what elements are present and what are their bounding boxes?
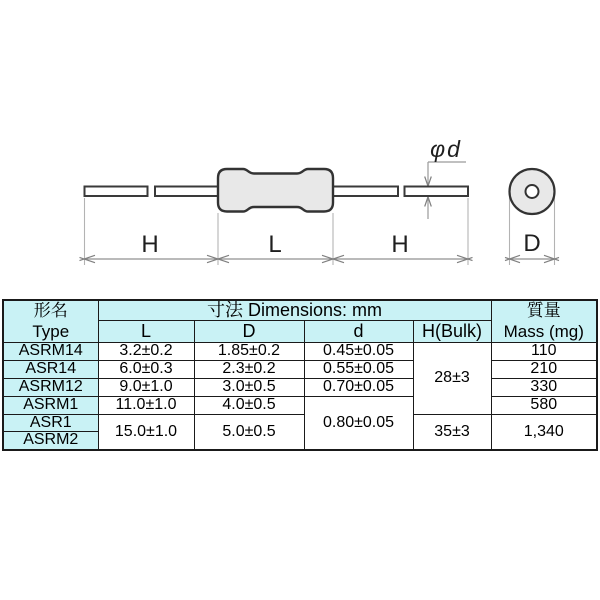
- cell-d-lead: 0.45±0.05: [304, 343, 413, 361]
- cell-type: ASR14: [3, 361, 98, 379]
- cell-d: 3.0±0.5: [194, 379, 304, 397]
- header-type: [3, 300, 98, 343]
- cell-d: 2.3±0.2: [194, 361, 304, 379]
- cell-type: ASRM2: [3, 432, 98, 450]
- cell-h-bulk-merged: 28±3: [413, 343, 491, 414]
- lead-wire-right-outer: [405, 187, 469, 197]
- cell-mass: 330: [491, 379, 597, 397]
- header-col-h-bulk: H(Bulk): [413, 321, 491, 343]
- cell-mass: 580: [491, 396, 597, 414]
- cell-d-lead-merged: 0.80±0.05: [304, 396, 413, 450]
- table-header-row-1: [3, 300, 597, 321]
- h-left-label: H: [141, 231, 159, 258]
- cell-type: ASRM1: [3, 396, 98, 414]
- cell-mass: 210: [491, 361, 597, 379]
- cell-h-bulk-merged: 35±3: [413, 414, 491, 450]
- cell-l: 11.0±1.0: [98, 396, 194, 414]
- phi-d-label: φd: [430, 136, 462, 162]
- cell-l-merged: 15.0±1.0: [98, 414, 194, 450]
- table-row: [3, 414, 597, 432]
- cell-type: ASRM12: [3, 379, 98, 397]
- header-dimensions: 寸法 Dimensions: mm: [98, 300, 491, 321]
- table-row: [3, 361, 597, 379]
- cell-d: 1.85±0.2: [194, 343, 304, 361]
- cell-d-lead: 0.70±0.05: [304, 379, 413, 397]
- resistor-body: [218, 169, 333, 212]
- d-label: D: [523, 230, 541, 257]
- table-row: [3, 379, 597, 397]
- header-mass: [491, 300, 597, 343]
- header-col-d: D: [194, 321, 304, 343]
- lead-wire-left-inner: [155, 187, 222, 197]
- header-type-en: Type: [32, 321, 70, 341]
- cell-mass: 110: [491, 343, 597, 361]
- lead-wire-left-outer: [85, 187, 148, 197]
- dimensions-table: [2, 299, 598, 451]
- cell-type: ASR1: [3, 414, 98, 432]
- header-col-l: L: [98, 321, 194, 343]
- h-right-label: H: [391, 231, 409, 258]
- cell-l: 3.2±0.2: [98, 343, 194, 361]
- cell-l: 9.0±1.0: [98, 379, 194, 397]
- lead-wire-right-inner: [330, 187, 398, 197]
- table-row: [3, 396, 597, 414]
- header-col-d-lead: d: [304, 321, 413, 343]
- cell-d-merged: 5.0±0.5: [194, 414, 304, 450]
- header-type-jp: 形名: [33, 301, 68, 320]
- cell-l: 6.0±0.3: [98, 361, 194, 379]
- end-view-lead-hole: [526, 185, 539, 198]
- cell-mass-merged: 1,340: [491, 414, 597, 450]
- l-label: L: [268, 231, 282, 258]
- header-mass-en: Mass (mg): [503, 321, 584, 341]
- cell-d: 4.0±0.5: [194, 396, 304, 414]
- cell-type: ASRM14: [3, 343, 98, 361]
- header-mass-jp: 質量: [526, 301, 561, 320]
- cell-d-lead: 0.55±0.05: [304, 361, 413, 379]
- table-row: [3, 343, 597, 361]
